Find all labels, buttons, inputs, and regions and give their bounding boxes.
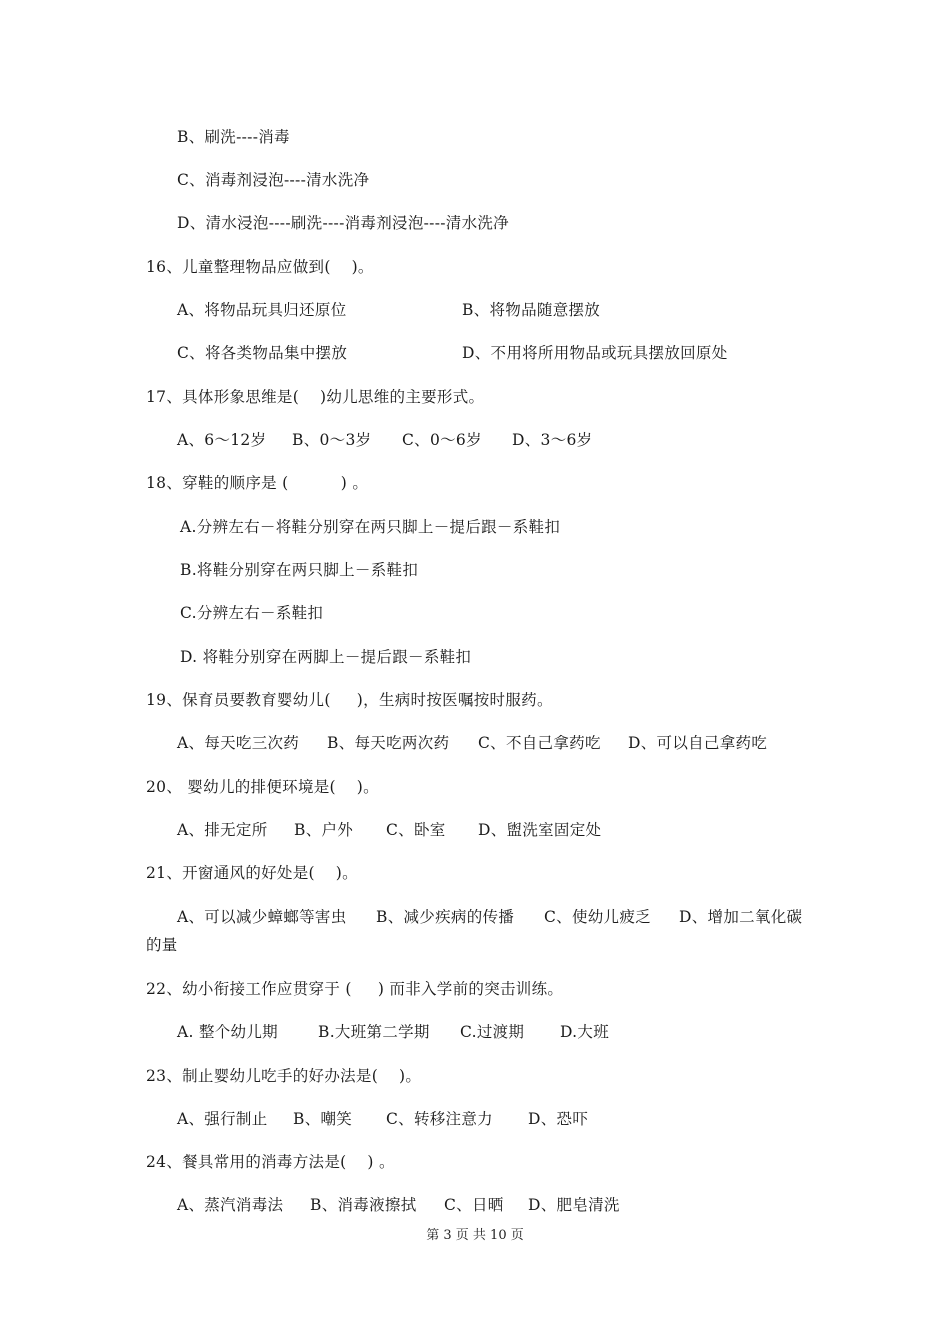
option-q22-b: B.大班第二学期 — [318, 1023, 430, 1041]
option-q15-d: D、清水浸泡----刷洗----消毒剂浸泡----清水洗净 — [177, 214, 509, 232]
option-q22-d: D.大班 — [560, 1023, 610, 1041]
question-18: 18、穿鞋的顺序是 ( ) 。 — [146, 474, 369, 492]
option-q21-b: B、减少疾病的传播 — [376, 908, 515, 926]
option-q19-c: C、不自己拿药吃 — [478, 734, 601, 752]
question-21: 21、开窗通风的好处是( )。 — [146, 864, 358, 882]
option-q24-c: C、日晒 — [444, 1196, 504, 1214]
option-q23-c: C、转移注意力 — [386, 1110, 493, 1128]
option-q17-c: C、0～6岁 — [402, 431, 482, 449]
option-q16-c: C、将各类物品集中摆放 — [177, 344, 348, 362]
option-q18-b: B.将鞋分别穿在两只脚上－系鞋扣 — [180, 561, 419, 579]
option-q16-a: A、将物品玩具归还原位 — [177, 301, 347, 319]
option-q17-b: B、0～3岁 — [292, 431, 372, 449]
option-q22-c: C.过渡期 — [460, 1023, 525, 1041]
question-17: 17、具体形象思维是( )幼儿思维的主要形式。 — [146, 388, 485, 406]
option-q15-c: C、消毒剂浸泡----清水洗净 — [177, 171, 370, 189]
option-q21-d: D、增加二氧化碳 — [679, 908, 803, 926]
option-q21-a: A、可以减少蟑螂等害虫 — [177, 908, 347, 926]
question-24: 24、餐具常用的消毒方法是( ) 。 — [146, 1153, 395, 1171]
question-23: 23、制止婴幼儿吃手的好办法是( )。 — [146, 1067, 422, 1085]
option-q22-a: A. 整个幼儿期 — [177, 1023, 278, 1041]
option-q19-d: D、可以自己拿药吃 — [628, 734, 768, 752]
option-q24-b: B、消毒液擦拭 — [310, 1196, 417, 1214]
option-q19-a: A、每天吃三次药 — [177, 734, 300, 752]
page-number-footer: 第 3 页 共 10 页 — [426, 1228, 524, 1243]
option-q20-d: D、盥洗室固定处 — [478, 821, 602, 839]
option-q18-c: C.分辨左右－系鞋扣 — [180, 604, 324, 622]
question-22: 22、幼小衔接工作应贯穿于 ( ) 而非入学前的突击训练。 — [146, 980, 564, 998]
option-q18-d: D. 将鞋分别穿在两脚上－提后跟－系鞋扣 — [180, 648, 472, 666]
option-q16-d: D、不用将所用物品或玩具摆放回原处 — [462, 344, 728, 362]
option-q21-d-continuation: 的量 — [146, 936, 178, 954]
option-q15-b: B、刷洗----消毒 — [177, 128, 290, 146]
option-q24-a: A、蒸汽消毒法 — [177, 1196, 284, 1214]
option-q20-c: C、卧室 — [386, 821, 446, 839]
option-q20-b: B、户外 — [294, 821, 354, 839]
option-q20-a: A、排无定所 — [177, 821, 268, 839]
question-20: 20、 婴幼儿的排便环境是( )。 — [146, 778, 379, 796]
question-16: 16、儿童整理物品应做到( )。 — [146, 258, 374, 276]
option-q23-d: D、恐吓 — [528, 1110, 589, 1128]
option-q19-b: B、每天吃两次药 — [327, 734, 450, 752]
option-q23-a: A、强行制止 — [177, 1110, 268, 1128]
option-q23-b: B、嘲笑 — [293, 1110, 353, 1128]
option-q24-d: D、肥皂清洗 — [528, 1196, 620, 1214]
question-19: 19、保育员要教育婴幼儿( )，生病时按医嘱按时服药。 — [146, 691, 553, 709]
option-q16-b: B、将物品随意摆放 — [462, 301, 601, 319]
option-q17-d: D、3～6岁 — [512, 431, 593, 449]
option-q18-a: A.分辨左右－将鞋分别穿在两只脚上－提后跟－系鞋扣 — [180, 518, 561, 536]
option-q17-a: A、6～12岁 — [177, 431, 267, 449]
option-q21-c: C、使幼儿疲乏 — [544, 908, 651, 926]
